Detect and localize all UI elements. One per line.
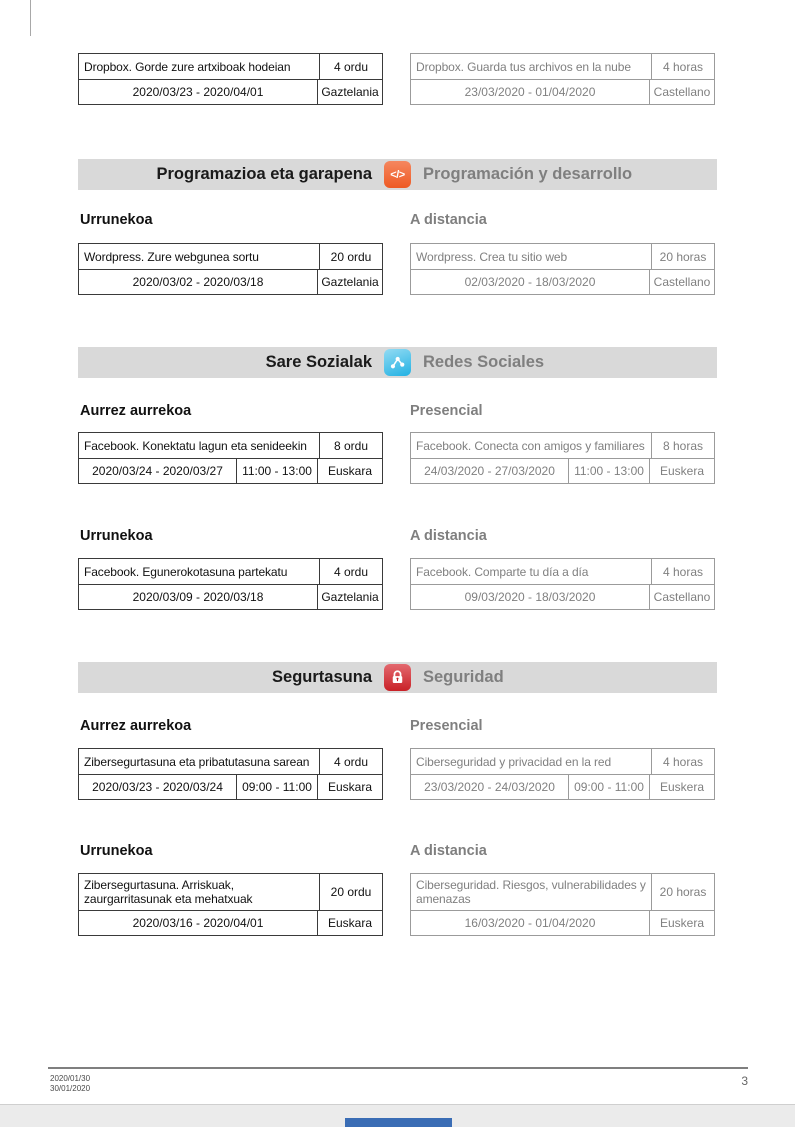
course-time: 11:00 - 13:00 — [568, 459, 649, 483]
course-duration: 8 horas — [651, 433, 714, 458]
course-dates: 23/03/2020 - 01/04/2020 — [464, 85, 596, 99]
section-title-eu: Segurtasuna — [272, 668, 372, 686]
course-dates: 24/03/2020 - 27/03/2020 — [424, 464, 555, 478]
course-language: Euskara — [317, 775, 382, 799]
course-table-spanish — [410, 558, 715, 610]
mode-heading-eu: Urrunekoa — [80, 212, 153, 228]
course-duration: 20 horas — [651, 874, 714, 910]
section-title-es: Programación y desarrollo — [423, 165, 633, 183]
mode-heading-es: A distancia — [410, 212, 487, 228]
course-dates: 23/03/2020 - 24/03/2020 — [424, 780, 555, 794]
code-icon — [384, 161, 411, 188]
course-language: Euskara — [317, 459, 382, 483]
course-duration: 20 ordu — [319, 874, 382, 910]
section-title-es: Seguridad — [423, 668, 504, 686]
course-title: Ciberseguridad. Riesgos, vulnerabilidades y amenazas — [416, 878, 646, 906]
course-dates: 16/03/2020 - 01/04/2020 — [464, 916, 596, 930]
page-edge-line — [30, 0, 31, 36]
mode-heading-eu: Urrunekoa — [80, 843, 153, 859]
course-duration: 4 horas — [651, 749, 714, 774]
share-icon-glyph — [388, 353, 407, 372]
footer-date-basque: 2020/01/30 — [50, 1074, 91, 1083]
share-icon — [384, 349, 411, 376]
mode-heading-es: Presencial — [410, 718, 483, 734]
course-table-spanish — [410, 873, 715, 936]
course-table-spanish — [410, 53, 715, 105]
course-title: Dropbox. Gorde zure artxiboak hodeian — [84, 59, 291, 74]
course-language: Euskera — [649, 911, 714, 935]
course-time: 09:00 - 11:00 — [568, 775, 649, 799]
course-dates: 02/03/2020 - 18/03/2020 — [464, 275, 596, 289]
section-header-security — [78, 662, 717, 693]
section-title-eu: Programazioa eta garapena — [156, 165, 372, 183]
course-language: Euskara — [317, 911, 382, 935]
course-table-spanish — [410, 432, 715, 484]
course-table-spanish — [410, 748, 715, 800]
course-language: Castellano — [649, 585, 714, 609]
course-title: Zibersegurtasuna eta pribatutasuna sarean — [84, 754, 310, 769]
course-table-basque — [78, 748, 383, 800]
mode-headings — [78, 843, 717, 861]
mode-heading-es: A distancia — [410, 843, 487, 859]
footer-dates — [50, 1074, 90, 1094]
course-title: Zibersegurtasuna. Arriskuak, zaurgarritasunak eta mehatxuak — [84, 878, 253, 906]
course-title: Facebook. Konektatu lagun eta senideekin — [84, 438, 307, 453]
course-dates: 2020/03/02 - 2020/03/18 — [132, 275, 264, 289]
course-language: Castellano — [649, 80, 714, 104]
course-dates: 2020/03/24 - 2020/03/27 — [92, 464, 223, 478]
course-table-basque — [78, 432, 383, 484]
mode-headings — [78, 212, 717, 230]
section-header-programming — [78, 159, 717, 190]
next-page-edge — [345, 1118, 452, 1127]
course-language: Gaztelania — [317, 270, 382, 294]
section-title-es: Redes Sociales — [423, 353, 545, 371]
section-title-eu: Sare Sozialak — [265, 353, 372, 371]
course-time: 09:00 - 11:00 — [236, 775, 317, 799]
course-title: Facebook. Comparte tu día a día — [416, 564, 589, 579]
footer-rule — [48, 1067, 748, 1069]
course-table-basque — [78, 558, 383, 610]
course-title: Ciberseguridad y privacidad en la red — [416, 754, 612, 769]
mode-heading-es: Presencial — [410, 403, 483, 419]
course-table-basque — [78, 53, 383, 105]
section-header-social — [78, 347, 717, 378]
page-number: 3 — [741, 1074, 748, 1088]
mode-headings — [78, 718, 717, 736]
mode-heading-eu: Urrunekoa — [80, 528, 153, 544]
course-dates: 2020/03/23 - 2020/04/01 — [132, 85, 264, 99]
mode-heading-eu: Aurrez aurrekoa — [80, 718, 192, 734]
course-duration: 4 ordu — [319, 749, 382, 774]
course-title: Dropbox. Guarda tus archivos en la nube — [416, 59, 631, 74]
course-dates: 2020/03/23 - 2020/03/24 — [92, 780, 223, 794]
course-dates: 2020/03/16 - 2020/04/01 — [132, 916, 264, 930]
course-language: Euskera — [649, 459, 714, 483]
course-duration: 20 ordu — [319, 244, 382, 269]
course-language: Gaztelania — [317, 80, 382, 104]
code-icon-glyph: </> — [390, 168, 405, 181]
course-dates: 09/03/2020 - 18/03/2020 — [464, 590, 596, 604]
footer-date-spanish: 30/01/2020 — [50, 1084, 91, 1093]
course-table-basque — [78, 873, 383, 936]
course-duration: 4 horas — [651, 54, 714, 79]
course-duration: 8 ordu — [319, 433, 382, 458]
course-time: 11:00 - 13:00 — [236, 459, 317, 483]
mode-heading-es: A distancia — [410, 528, 487, 544]
course-title: Wordpress. Crea tu sitio web — [416, 249, 568, 264]
course-table-spanish — [410, 243, 715, 295]
course-language: Gaztelania — [317, 585, 382, 609]
mode-headings — [78, 528, 717, 546]
mode-headings — [78, 403, 717, 421]
course-language: Castellano — [649, 270, 714, 294]
course-dates: 2020/03/09 - 2020/03/18 — [132, 590, 264, 604]
course-duration: 4 ordu — [319, 54, 382, 79]
course-duration: 4 horas — [651, 559, 714, 584]
lock-icon-glyph — [388, 668, 407, 687]
course-title: Facebook. Egunerokotasuna partekatu — [84, 564, 288, 579]
course-duration: 20 horas — [651, 244, 714, 269]
mode-heading-eu: Aurrez aurrekoa — [80, 403, 192, 419]
course-table-basque — [78, 243, 383, 295]
lock-icon — [384, 664, 411, 691]
course-duration: 4 ordu — [319, 559, 382, 584]
course-title: Wordpress. Zure webgunea sortu — [84, 249, 259, 264]
course-language: Euskera — [649, 775, 714, 799]
course-title: Facebook. Conecta con amigos y familiares — [416, 438, 645, 453]
